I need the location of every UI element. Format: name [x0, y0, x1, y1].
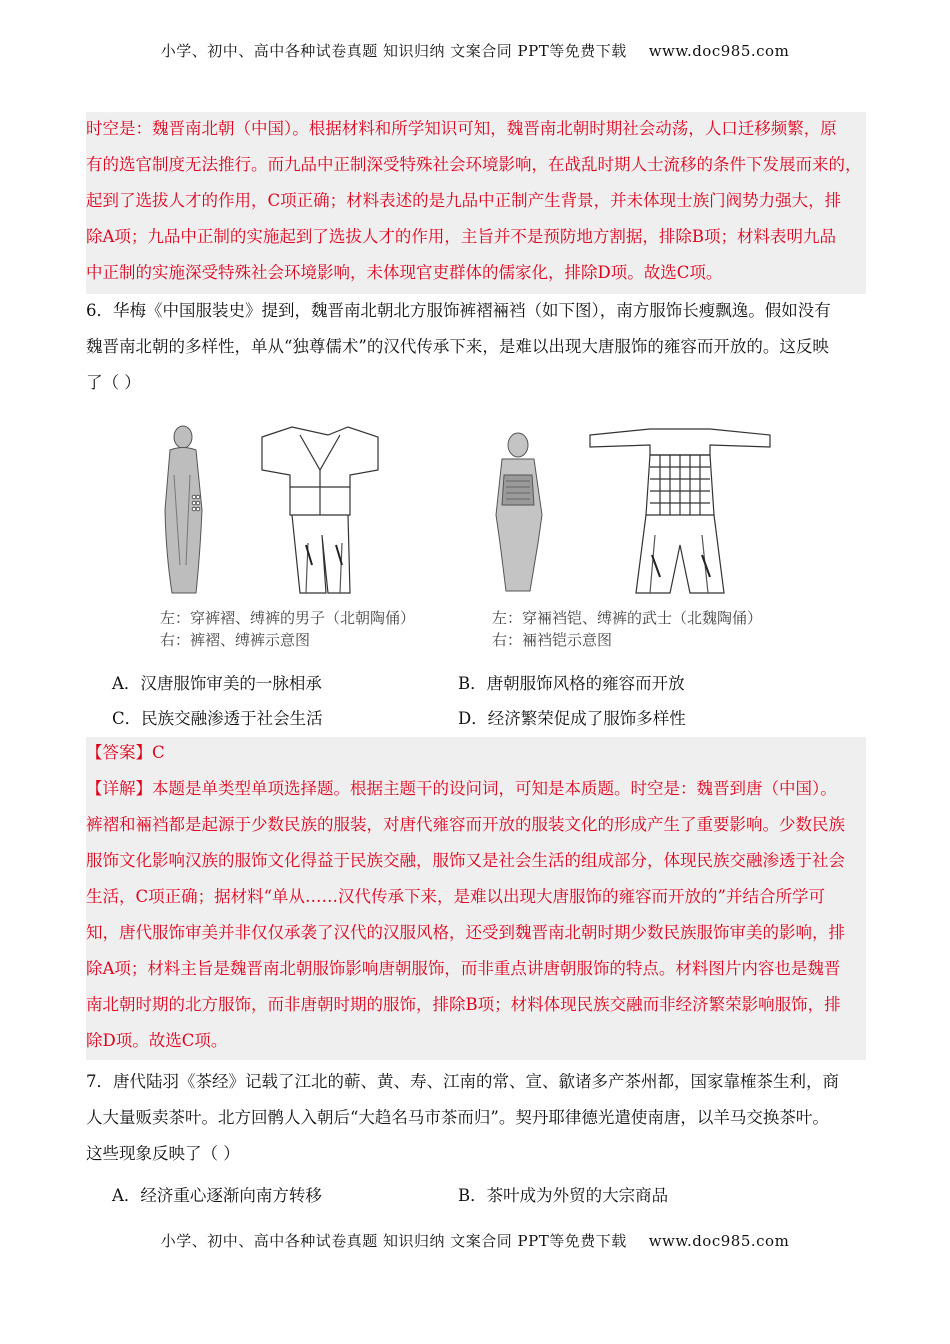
liangdang-diagram-icon	[590, 429, 770, 593]
text-line: 知，唐代服饰审美并非仅仅承袭了汉代的汉服风格，还受到魏晋南北朝时期少数民族服饰审美的影响，排	[86, 923, 845, 942]
prev-explanation	[86, 112, 866, 294]
clothing-illustration	[150, 415, 800, 605]
kuzhe-diagram-icon	[262, 427, 378, 593]
text-line: 起到了选拔人才的作用，C项正确；材料表述的是九品中正制产生背景，并未体现士族门阀势力强大，排	[86, 191, 842, 210]
footer-text: 小学、初中、高中各种试卷真题 知识归纳 文案合同 PPT等免费下载	[160, 1232, 627, 1250]
text-line: 除A项；九品中正制的实施起到了选拔人才的作用，主旨并不是预防地方割据，排除B项；材料表明九品	[86, 227, 837, 246]
q7-option-b: B．茶叶成为外贸的大宗商品	[458, 1186, 669, 1205]
text-line: 除A项；材料主旨是魏晋南北朝服饰影响唐朝服饰，而非重点讲唐朝服饰的特点。材料图片内容也是魏晋	[86, 959, 841, 978]
clothing-figure	[150, 415, 800, 665]
footer-site: www.doc985.com	[648, 1232, 790, 1250]
answer-label: 【答案】	[86, 743, 152, 762]
figure-caption-left-2: 右：裤褶、缚裤示意图	[160, 631, 311, 649]
detail-label: 【详解】	[86, 779, 152, 798]
figure-caption-right-1: 左：穿裲裆铠、缚裤的武士（北魏陶俑）	[492, 609, 763, 627]
figure-caption-left-1: 左：穿裤褶、缚裤的男子（北朝陶俑）	[160, 609, 416, 627]
q7-option-a: A．经济重心逐渐向南方转移	[112, 1186, 322, 1205]
text-line: 7．唐代陆羽《茶经》记载了江北的蕲、黄、寿、江南的常、宣、歙诸多产茶州都，国家靠榷茶生利，商	[86, 1072, 839, 1091]
page-header	[0, 40, 950, 61]
figurine-right-icon	[496, 433, 542, 591]
text-line: 中正制的实施深受特殊社会环境影响，未体现官吏群体的儒家化，排除D项。故选C项。	[86, 263, 723, 282]
text-line: 时空是：魏晋南北朝（中国）。根据材料和所学知识可知，魏晋南北朝时期社会动荡，人口迁移频繁，原	[86, 119, 837, 138]
figurine-left-icon	[165, 426, 202, 593]
text-line: 人大量贩卖茶叶。北方回鹘人入朝后“大趋名马市茶而归”。契丹耶律德光遣使南唐，以羊马交换茶叶。	[86, 1108, 829, 1127]
text-line: 有的选官制度无法推行。而九品中正制深受特殊社会环境影响，在战乱时期人士流移的条件下发展而来的，	[86, 155, 862, 174]
text-line: 6．华梅《中国服装史》提到，魏晋南北朝北方服饰裤褶裲裆（如下图），南方服饰长瘦飘逸。假如没有	[86, 301, 831, 320]
text-line: 除D项。故选C项。	[86, 1031, 228, 1050]
text-line: 这些现象反映了（ ）	[86, 1144, 240, 1163]
text-line: 了（ ）	[86, 373, 141, 392]
option-a: A．汉唐服饰审美的一脉相承	[112, 674, 322, 693]
text-line: 魏晋南北朝的多样性，单从“独尊儒术”的汉代传承下来，是难以出现大唐服饰的雍容而开放的。这反映	[86, 337, 829, 356]
page-footer	[0, 1230, 950, 1251]
text-line: 南北朝时期的北方服饰，而非唐朝时期的服饰，排除B项；材料体现民族交融而非经济繁荣影响服饰，排	[86, 995, 841, 1014]
question-6-stem	[86, 300, 866, 410]
option-c: C．民族交融渗透于社会生活	[112, 709, 323, 728]
option-d: D．经济繁荣促成了服饰多样性	[458, 709, 686, 728]
figure-caption-right-2: 右：裲裆铠示意图	[492, 631, 613, 649]
question-7-stem	[86, 1071, 866, 1181]
header-site: www.doc985.com	[648, 42, 790, 60]
option-b: B．唐朝服饰风格的雍容而开放	[458, 674, 685, 693]
q6-answer-block	[86, 737, 866, 1060]
text-line: 服饰文化影响汉族的服饰文化得益于民族交融，服饰又是社会生活的组成部分，体现民族交融渗透于社会	[86, 851, 845, 870]
answer-value: C	[152, 743, 165, 762]
text-line: 裤褶和裲裆都是起源于少数民族的服装，对唐代雍容而开放的服装文化的形成产生了重要影响。少数民族	[86, 815, 845, 834]
detail-line	[86, 778, 837, 800]
header-text: 小学、初中、高中各种试卷真题 知识归纳 文案合同 PPT等免费下载	[160, 42, 627, 60]
text-line: 生活，C项正确；据材料“单从……汉代传承下来，是难以出现大唐服饰的雍容而开放的”并结合所学可	[86, 887, 825, 906]
detail-text: 本题是单类型单项选择题。根据主题干的设问词，可知是本质题。时空是：魏晋到唐（中国）。	[152, 779, 837, 798]
answer-line	[86, 742, 165, 764]
